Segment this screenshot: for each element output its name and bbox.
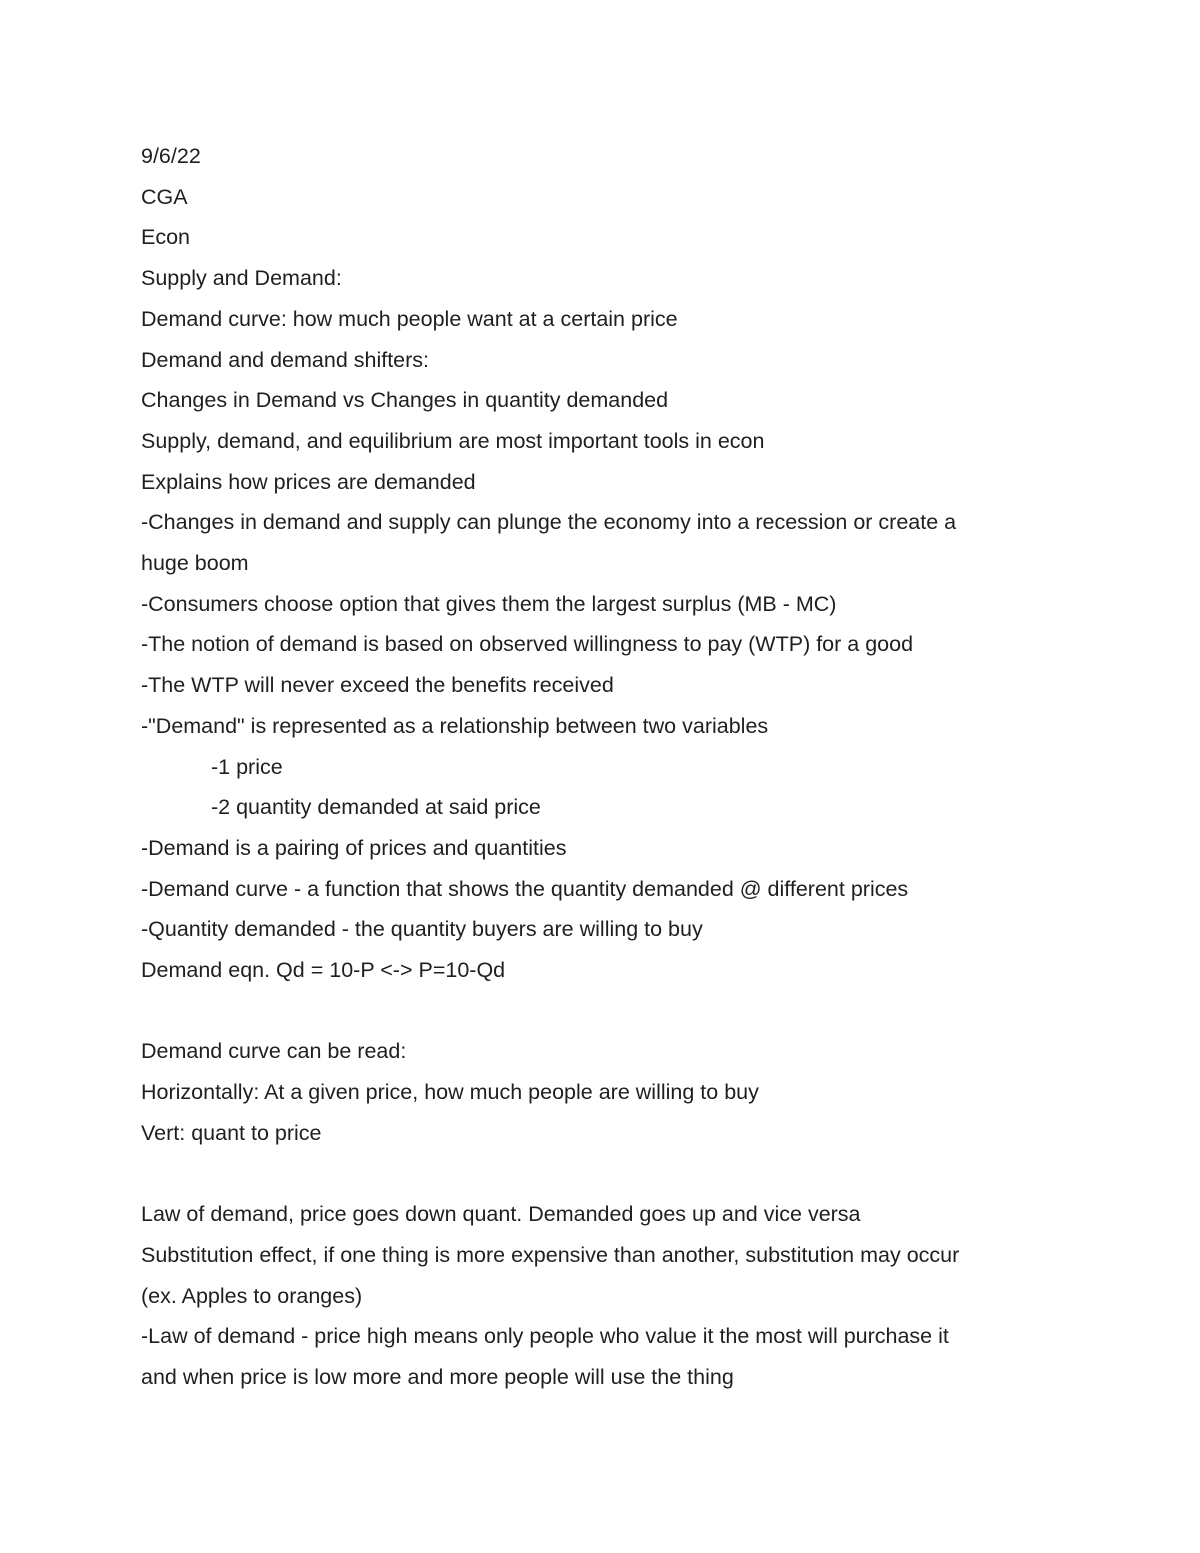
document-body (141, 136, 1061, 1398)
note-line: -Demand curve - a function that shows the quantity demanded @ different prices (141, 876, 909, 901)
note-line: -Consumers choose option that gives them the largest surplus (MB - MC) (141, 591, 837, 616)
note-line: -The notion of demand is based on observed willingness to pay (WTP) for a good (141, 632, 914, 657)
note-line: Vert: quant to price (141, 1120, 322, 1145)
note-line: and when price is low more and more people will use the thing (141, 1365, 734, 1390)
blank-line (141, 991, 1061, 1032)
note-line: (ex. Apples to oranges) (141, 1283, 363, 1308)
note-line: Supply, demand, and equilibrium are most important tools in econ (141, 428, 765, 453)
topic-heading: Supply and Demand: (141, 266, 342, 291)
indented-note-line: -1 price (211, 754, 283, 779)
blank-line (141, 1154, 1061, 1195)
note-line: -Law of demand - price high means only people who value it the most will purchase it (141, 1324, 949, 1349)
subject-line: Econ (141, 225, 191, 250)
note-line: Demand and demand shifters: (141, 347, 430, 372)
note-line: -The WTP will never exceed the benefits received (141, 673, 614, 698)
note-line: -Quantity demanded - the quantity buyers are willing to buy (141, 917, 703, 942)
note-line: huge boom (141, 551, 249, 576)
note-line: Explains how prices are demanded (141, 469, 476, 494)
indented-note-line: -2 quantity demanded at said price (211, 795, 541, 820)
note-line: Demand curve can be read: (141, 1039, 407, 1064)
note-line: -Demand is a pairing of prices and quantities (141, 835, 567, 860)
note-line: Substitution effect, if one thing is more expensive than another, substitution may occur (141, 1242, 960, 1267)
note-line: Law of demand, price goes down quant. Demanded goes up and vice versa (141, 1202, 861, 1227)
note-line: Changes in Demand vs Changes in quantity demanded (141, 388, 669, 413)
note-line: -Changes in demand and supply can plunge the economy into a recession or create a (141, 510, 957, 535)
equation-line: Demand eqn. Qd = 10-P <-> P=10-Qd (141, 958, 506, 983)
note-line: Demand curve: how much people want at a certain price (141, 306, 678, 331)
note-line: -"Demand" is represented as a relationship between two variables (141, 713, 769, 738)
note-line: Horizontally: At a given price, how much people are willing to buy (141, 1080, 759, 1105)
date-line: 9/6/22 (141, 144, 201, 168)
course-line: CGA (141, 184, 188, 209)
